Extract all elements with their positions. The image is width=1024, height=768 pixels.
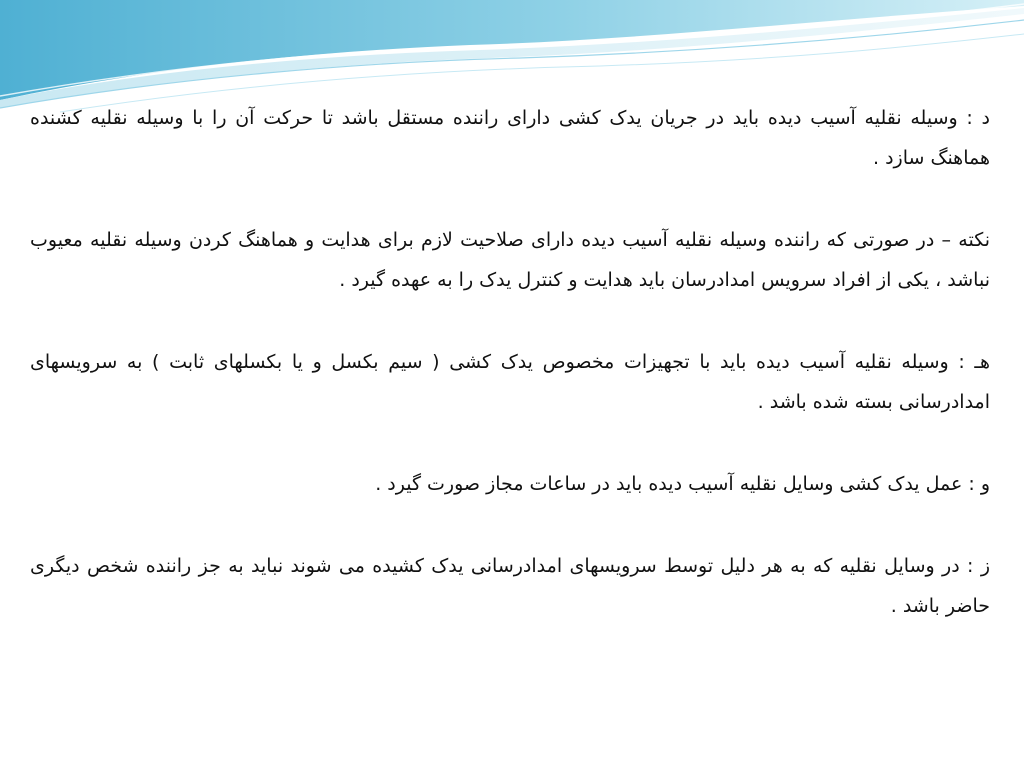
paragraph-he: هـ : وسیله نقلیه آسیب دیده باید با تجهیزات مخصوص یدک کشی ( سیم بکسل و یا بکسلهای ثابت ) به سرویسهای امدادرسانی بسته شده باشد .: [30, 351, 990, 413]
paragraph-vav: و : عمل یدک کشی وسایل نقلیه آسیب دیده باید در ساعات مجاز صورت گیرد .: [375, 473, 990, 495]
slide-body: [30, 98, 990, 668]
paragraph-note: نکته – در صورتی که راننده وسیله نقلیه آسیب دیده دارای صلاحیت لازم برای هدایت و هماهنگ کردن وسیله نقلیه معیوب نباشد ، یکی از افراد سرویس امدادرسان باید هدایت و کنترل یدک را به عهده گیرد .: [30, 229, 990, 291]
paragraph-ze: ز : در وسایل نقلیه که به هر دلیل توسط سرویسهای امدادرسانی یدک کشیده می شوند نباید به جز راننده شخص دیگری حاضر باشد .: [30, 555, 990, 617]
paragraph-d: د : وسیله نقلیه آسیب دیده باید در جریان یدک کشی دارای راننده مستقل باشد تا حرکت آن را با وسیله نقلیه کشنده هماهنگ سازد .: [30, 107, 990, 169]
